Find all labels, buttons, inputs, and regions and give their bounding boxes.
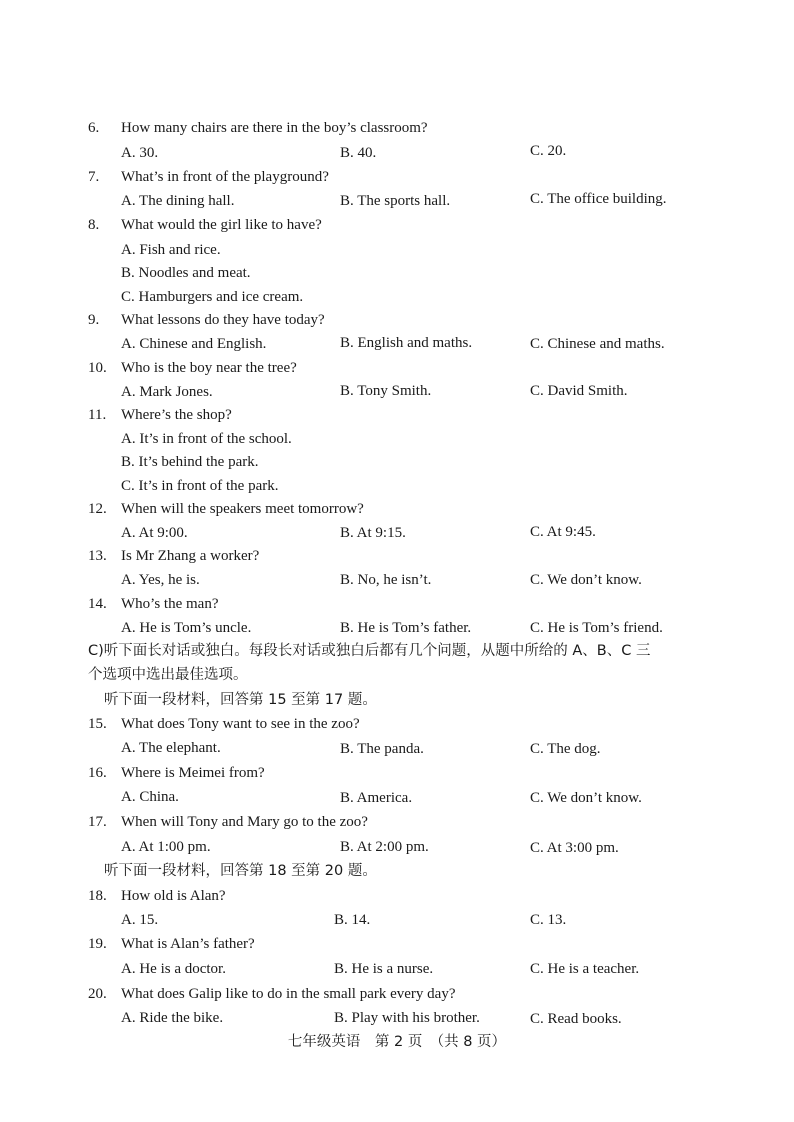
question-number: 9.: [88, 312, 100, 328]
question-text: What does Galip like to do in the small park every day?: [121, 986, 456, 1002]
option-b: B. Play with his brother.: [334, 1010, 480, 1026]
question-text: Who is the boy near the tree?: [121, 360, 297, 376]
option-b: B. 40.: [340, 145, 377, 161]
passage-instruction: 听下面一段材料，回答第 18 至第 20 题。: [104, 863, 377, 879]
option-c: C. We don’t know.: [530, 790, 642, 806]
question-number: 20.: [88, 986, 107, 1002]
option-a: A. The elephant.: [121, 740, 221, 756]
question-text: What would the girl like to have?: [121, 217, 322, 233]
question-text: When will Tony and Mary go to the zoo?: [121, 814, 368, 830]
question-number: 6.: [88, 120, 100, 136]
option-c: C. 20.: [530, 143, 567, 159]
page-footer: 七年级英语 第 2 页 （共 8 页）: [287, 1034, 507, 1050]
question-number: 12.: [88, 501, 107, 517]
option-c: C. It’s in front of the park.: [121, 478, 279, 494]
option-b: B. The sports hall.: [340, 193, 451, 209]
option-c: C. David Smith.: [530, 383, 628, 399]
question-text: What’s in front of the playground?: [121, 169, 329, 185]
question-number: 17.: [88, 814, 107, 830]
question-text: Where’s the shop?: [121, 407, 232, 423]
section-c-instruction: C)听下面长对话或独白。每段长对话或独白后都有几个问题，从题中所给的 A、B、C 三: [88, 643, 651, 659]
question-text: How many chairs are there in the boy’s classroom?: [121, 120, 428, 136]
option-a: A. It’s in front of the school.: [121, 431, 292, 447]
question-text: What is Alan’s father?: [121, 936, 255, 952]
question-number: 8.: [88, 217, 100, 233]
question-text: Where is Meimei from?: [121, 765, 265, 781]
option-b: B. It’s behind the park.: [121, 454, 259, 470]
option-a: A. The dining hall.: [121, 193, 235, 209]
option-b: B. The panda.: [340, 741, 424, 757]
passage-instruction: 听下面一段材料，回答第 15 至第 17 题。: [104, 692, 377, 708]
option-a: A. Yes, he is.: [121, 572, 200, 588]
option-c: C. He is Tom’s friend.: [530, 620, 663, 636]
option-b: B. He is a nurse.: [334, 961, 434, 977]
option-a: A. China.: [121, 789, 179, 805]
option-c: C. He is a teacher.: [530, 961, 640, 977]
option-c: C. The office building.: [530, 191, 667, 207]
option-b: B. Noodles and meat.: [121, 265, 251, 281]
section-c-instruction-cont: 个选项中选出最佳选项。: [88, 667, 248, 683]
question-number: 11.: [88, 407, 107, 423]
option-c: C. 13.: [530, 912, 567, 928]
option-b: B. He is Tom’s father.: [340, 620, 472, 636]
question-text: When will the speakers meet tomorrow?: [121, 501, 364, 517]
option-b: B. English and maths.: [340, 335, 473, 351]
option-a: A. Chinese and English.: [121, 336, 267, 352]
option-c: C. At 9:45.: [530, 524, 596, 540]
option-c: C. At 3:00 pm.: [530, 840, 619, 856]
option-a: A. Ride the bike.: [121, 1010, 224, 1026]
option-b: B. No, he isn’t.: [340, 572, 432, 588]
question-number: 7.: [88, 169, 100, 185]
option-c: C. We don’t know.: [530, 572, 642, 588]
question-number: 14.: [88, 596, 107, 612]
question-number: 15.: [88, 716, 107, 732]
question-text: Who’s the man?: [121, 596, 219, 612]
option-b: B. Tony Smith.: [340, 383, 432, 399]
option-a: A. 15.: [121, 912, 159, 928]
option-c: C. Read books.: [530, 1011, 622, 1027]
option-b: B. At 2:00 pm.: [340, 839, 429, 855]
option-c: C. The dog.: [530, 741, 601, 757]
question-text: What lessons do they have today?: [121, 312, 325, 328]
option-a: A. At 9:00.: [121, 525, 188, 541]
option-a: A. He is a doctor.: [121, 961, 226, 977]
option-b: B. 14.: [334, 912, 371, 928]
option-c: C. Chinese and maths.: [530, 336, 665, 352]
question-text: What does Tony want to see in the zoo?: [121, 716, 360, 732]
question-number: 10.: [88, 360, 107, 376]
question-number: 19.: [88, 936, 107, 952]
option-a: A. He is Tom’s uncle.: [121, 620, 252, 636]
question-text: How old is Alan?: [121, 888, 226, 904]
option-a: A. 30.: [121, 145, 159, 161]
option-b: B. At 9:15.: [340, 525, 406, 541]
question-text: Is Mr Zhang a worker?: [121, 548, 260, 564]
option-c: C. Hamburgers and ice cream.: [121, 289, 304, 305]
question-number: 18.: [88, 888, 107, 904]
question-number: 13.: [88, 548, 107, 564]
question-number: 16.: [88, 765, 107, 781]
option-a: A. At 1:00 pm.: [121, 839, 211, 855]
option-a: A. Mark Jones.: [121, 384, 213, 400]
option-b: B. America.: [340, 790, 413, 806]
option-a: A. Fish and rice.: [121, 242, 221, 258]
